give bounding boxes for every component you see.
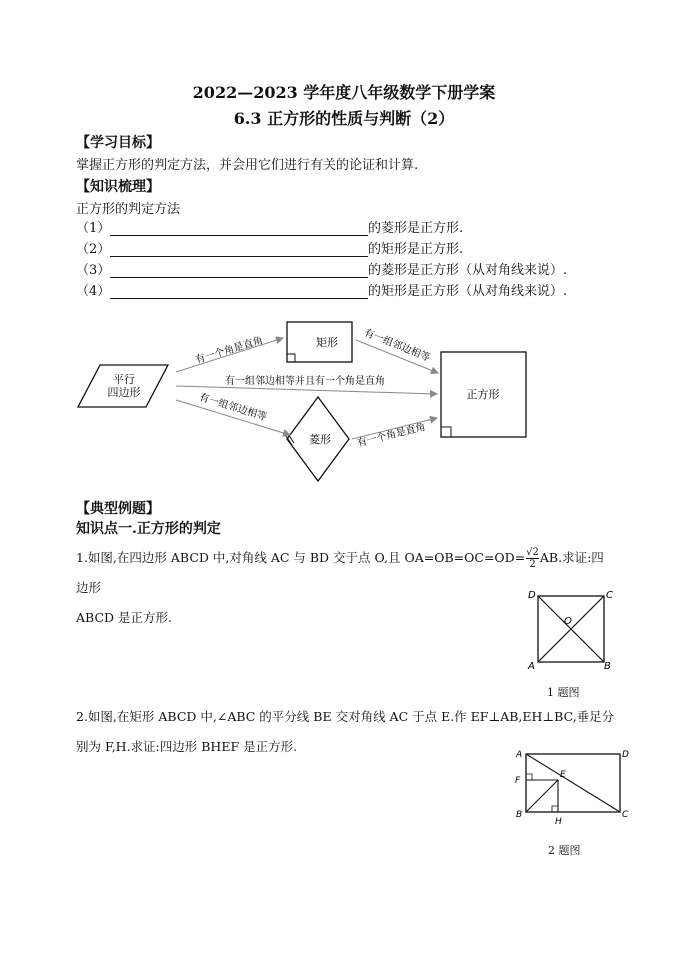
fill-blank[interactable] bbox=[110, 242, 368, 257]
objective-text: 掌握正方形的判定方法，并会用它们进行有关的论证和计算. bbox=[76, 158, 419, 173]
figure-2-caption: 2 题图 bbox=[548, 844, 581, 857]
arrow-label-right-angle: 有一个角是直角 bbox=[356, 421, 427, 450]
criterion-suffix: 的矩形是正方形（从对角线来说）. bbox=[368, 284, 568, 299]
objective-heading: 【学习目标】 bbox=[76, 135, 160, 151]
problem-2-line-2: 别为 F,H.求证:四边形 BHEF 是正方形. bbox=[76, 739, 298, 754]
label-a: A bbox=[528, 661, 535, 672]
criterion-suffix: 的矩形是正方形. bbox=[368, 242, 464, 257]
criterion-number: （3） bbox=[76, 263, 111, 278]
parallelogram-label-2: 四边形 bbox=[107, 386, 141, 399]
arrow-label-adjacent-sides: 有一组邻边相等 bbox=[197, 392, 268, 424]
label-a: A bbox=[516, 750, 523, 760]
criterion-number: （2） bbox=[76, 242, 111, 257]
label-c: C bbox=[622, 810, 629, 820]
label-d: D bbox=[528, 590, 536, 601]
examples-subheading: 知识点一.正方形的判定 bbox=[76, 521, 221, 537]
criterion-suffix: 的菱形是正方形（从对角线来说）. bbox=[368, 263, 568, 278]
fraction-denominator: 2 bbox=[529, 559, 536, 570]
criterion-row-4 bbox=[76, 281, 567, 299]
criterion-number: （1） bbox=[76, 221, 111, 236]
page-title: 2022—2023 学年度八年级数学下册学案 bbox=[192, 83, 496, 102]
label-h: H bbox=[555, 817, 562, 827]
figure-1-caption: 1 题图 bbox=[547, 686, 580, 699]
examples-heading: 【典型例题】 bbox=[76, 501, 160, 517]
label-b: B bbox=[604, 661, 611, 672]
problem-1-text: AB.求证:四边形 bbox=[76, 550, 604, 595]
label-d: D bbox=[622, 750, 629, 760]
rectangle-label: 矩形 bbox=[316, 336, 338, 349]
right-angle-mark bbox=[552, 806, 558, 812]
criterion-suffix: 的菱形是正方形. bbox=[368, 221, 464, 236]
bisector-be bbox=[526, 780, 558, 812]
right-angle-mark bbox=[526, 774, 532, 780]
rhombus-label: 菱形 bbox=[309, 433, 331, 446]
arrow-label-both: 有一组邻边相等并且有一个角是直角 bbox=[225, 376, 385, 387]
page-subtitle: 6.3 正方形的性质与判断（2） bbox=[233, 109, 455, 128]
arrow-parallelogram-to-square bbox=[176, 386, 437, 394]
fill-blank[interactable] bbox=[110, 263, 368, 278]
criterion-row-3 bbox=[76, 260, 567, 278]
square-criteria-diagram bbox=[0, 310, 688, 490]
fraction bbox=[526, 547, 539, 570]
square-label: 正方形 bbox=[466, 388, 500, 401]
label-f: F bbox=[515, 776, 521, 786]
figure-2 bbox=[510, 744, 630, 834]
fill-blank[interactable] bbox=[110, 221, 368, 236]
figure-1 bbox=[522, 586, 618, 696]
arrow-label-adjacent-sides: 有一组邻边相等 bbox=[362, 327, 432, 364]
arrow-label-right-angle: 有一个角是直角 bbox=[194, 335, 265, 367]
problem-1-line-2: ABCD 是正方形. bbox=[76, 610, 172, 625]
knowledge-heading: 【知识梳理】 bbox=[76, 179, 160, 195]
knowledge-intro: 正方形的判定方法 bbox=[76, 202, 181, 217]
label-e: E bbox=[560, 770, 566, 780]
parallelogram-label-1: 平行 bbox=[113, 373, 135, 386]
criterion-row-1 bbox=[76, 218, 463, 236]
label-o: O bbox=[564, 616, 572, 627]
fraction-numerator: √2 bbox=[526, 547, 539, 558]
criterion-row-2 bbox=[76, 239, 463, 257]
criterion-number: （4） bbox=[76, 284, 111, 299]
problem-1-text: 1.如图,在四边形 ABCD 中,对角线 AC 与 BD 交于点 O,且 OA=OB=OC=OD= bbox=[76, 550, 526, 565]
fill-blank[interactable] bbox=[110, 284, 368, 299]
diagonal-ac bbox=[526, 754, 620, 812]
label-b: B bbox=[516, 810, 523, 820]
problem-2-line-1: 2.如图,在矩形 ABCD 中,∠ABC 的平分线 BE 交对角线 AC 于点 E.作 EF⊥AB,EH⊥BC,垂足分 bbox=[76, 709, 615, 724]
label-c: C bbox=[606, 590, 613, 601]
